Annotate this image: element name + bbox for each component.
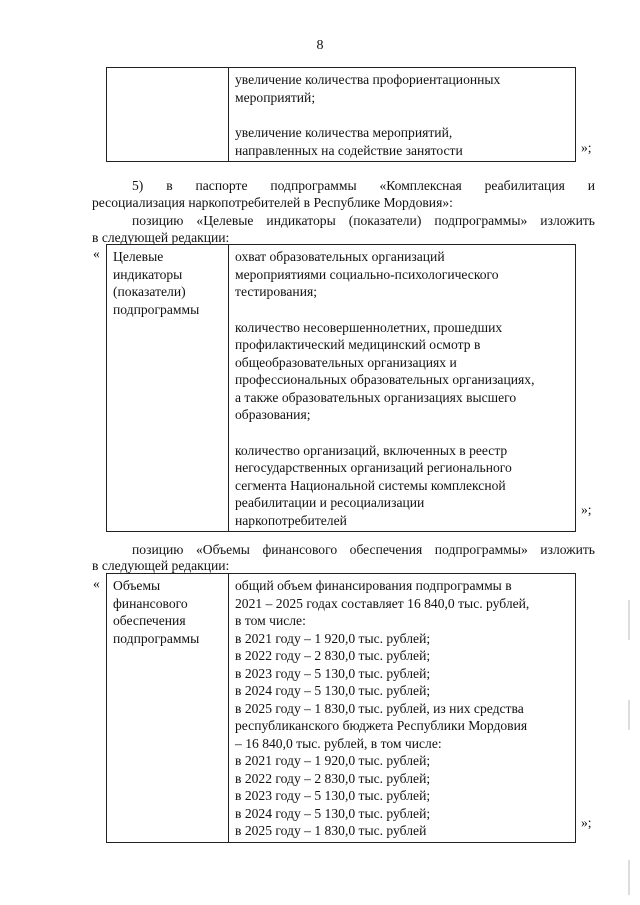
table-content-cell [229, 68, 576, 162]
table-text-line: 2021 – 2025 годах составляет 16 840,0 тыс. рублей, [235, 595, 530, 611]
paragraph-line: позицию «Целевые индикаторы (показатели) подпрограммы» изложить [132, 213, 595, 228]
label-line: Объемы [113, 578, 161, 593]
table-text-line: в том числе: [235, 613, 306, 628]
financing-table [106, 573, 576, 843]
table-text-line: образования; [235, 407, 311, 422]
table-continuation [106, 67, 576, 162]
table-text-line: в 2023 году – 5 130,0 тыс. рублей; [235, 665, 431, 681]
label-line: подпрограммы [113, 301, 200, 317]
scan-artifact [628, 600, 630, 640]
paragraph-line: в следующей редакции: [92, 558, 230, 573]
table-content-cell [229, 574, 576, 843]
table-text-line: в 2025 году – 1 830,0 тыс. рублей, из них средства [235, 700, 524, 716]
table-text-line: реабилитации и ресоциализации [235, 495, 425, 510]
paragraph-line: позицию «Объемы финансового обеспечения подпрограммы» изложить [132, 542, 595, 557]
table-text-line: мероприятиями социально-психологического [235, 266, 499, 282]
indicators-table [106, 244, 576, 532]
table-text-line: республиканского бюджета Республики Мордовия [235, 718, 528, 733]
label-line: Целевые [113, 249, 164, 264]
scan-artifact [628, 700, 630, 730]
table-text-line: наркопотребителей [235, 512, 347, 528]
label-line: обеспечения [113, 613, 186, 628]
label-line: индикаторы [113, 266, 183, 282]
page-number: 8 [316, 38, 324, 53]
table-label-cell [107, 245, 229, 532]
table-text-line: в 2021 году – 1 920,0 тыс. рублей; [235, 630, 431, 646]
table-content-cell [229, 245, 576, 532]
table-text-line: увеличение количества мероприятий, [235, 125, 453, 140]
table-text-line: количество несовершеннолетних, прошедших [235, 319, 503, 335]
label-line: подпрограммы [113, 630, 200, 646]
table-text-line: мероприятий; [235, 89, 316, 105]
table-text-line: в 2024 году – 5 130,0 тыс. рублей; [235, 683, 431, 698]
table-label-cell [107, 574, 229, 843]
table-text-line: увеличение количества профориентационных [235, 72, 501, 87]
scan-artifact [628, 860, 630, 895]
table-text-line: в 2025 году – 1 830,0 тыс. рублей [235, 823, 427, 838]
table-text-line: количество организаций, включенных в реестр [235, 442, 508, 458]
table-text-line: тестирования; [235, 284, 318, 299]
closing-quote: »; [581, 140, 592, 155]
closing-quote: »; [581, 502, 592, 517]
table-text-line: общий объем финансирования подпрограммы в [235, 578, 512, 593]
table-label-cell [107, 68, 229, 162]
label-line: (показатели) [113, 284, 186, 299]
opening-quote: « [93, 246, 100, 261]
table-text-line: в 2022 году – 2 830,0 тыс. рублей; [235, 770, 431, 786]
table-text-line: направленных на содействие занятости [235, 142, 463, 158]
table-text-line: в 2023 году – 5 130,0 тыс. рублей; [235, 788, 431, 803]
table-text-line: в 2022 году – 2 830,0 тыс. рублей; [235, 648, 431, 663]
table-text-line: в 2024 году – 5 130,0 тыс. рублей; [235, 805, 431, 821]
paragraph-line: ресоциализация наркопотребителей в Республике Мордовия»: [92, 195, 453, 210]
table-text-line: а также образовательных организациях высшего [235, 389, 517, 405]
label-line: финансового [113, 595, 188, 611]
table-text-line: – 16 840,0 тыс. рублей, в том числе: [235, 735, 442, 751]
table-text-line: общеобразовательных организациях и [235, 354, 457, 370]
table-text-line: негосударственных организаций регионального [235, 460, 512, 475]
paragraph-line: 5) в паспорте подпрограммы «Комплексная реабилитация и [132, 178, 595, 193]
table-text-line: сегмента Национальной системы комплексной [235, 477, 506, 493]
table-text-line: в 2021 году – 1 920,0 тыс. рублей; [235, 753, 431, 768]
closing-quote: »; [581, 815, 592, 830]
table-text-line: профилактический медицинский осмотр в [235, 337, 481, 352]
paragraph-line: в следующей редакции: [92, 230, 230, 245]
opening-quote: « [93, 576, 100, 591]
table-text-line: охват образовательных организаций [235, 249, 445, 264]
table-text-line: профессиональных образовательных организациях, [235, 372, 535, 387]
